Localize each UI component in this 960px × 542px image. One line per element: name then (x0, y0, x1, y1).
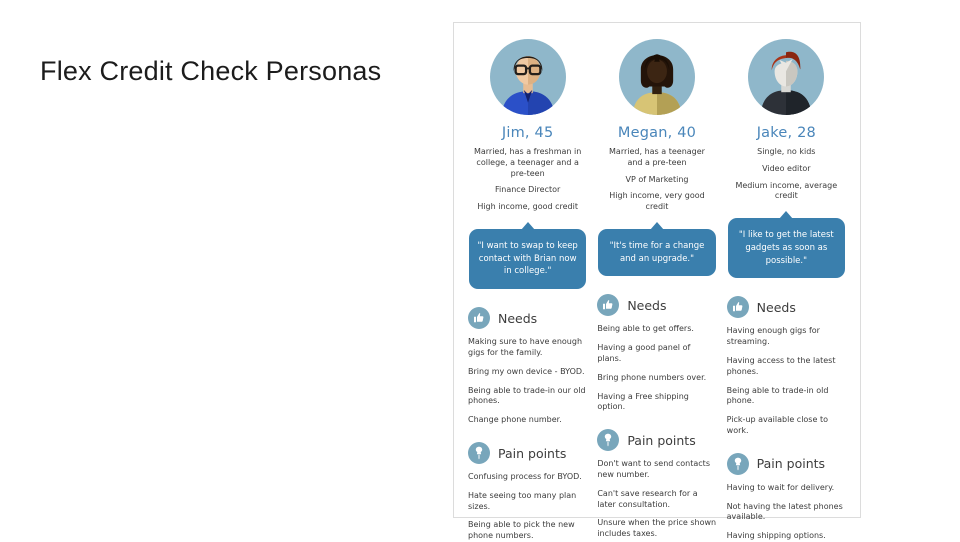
pain-item: Having shipping options. (726, 531, 826, 541)
needs-item: Change phone number. (468, 415, 562, 425)
thumbs-up-icon (597, 294, 619, 316)
persona-quote-bubble: "It's time for a change and an upgrade." (598, 229, 715, 277)
pain-points-section (597, 429, 716, 540)
megan-avatar-icon (619, 39, 695, 115)
pain-points-title: Pain points (498, 445, 567, 461)
needs-item: Having a good panel of plans. (597, 343, 691, 364)
needs-section (727, 296, 846, 436)
persona-detail: Married, has a teenager and a pre-teen (609, 147, 705, 167)
persona-column-jim (468, 39, 587, 541)
persona-name: Jim, 45 (501, 125, 554, 141)
pain-points-section (727, 453, 846, 542)
needs-title: Needs (498, 310, 538, 326)
needs-item: Pick-up available close to work. (726, 415, 828, 436)
needs-item: Having a Free shipping option. (597, 391, 689, 412)
persona-detail: Video editor (762, 163, 811, 173)
needs-section (468, 307, 587, 426)
persona-detail: VP of Marketing (625, 174, 689, 184)
needs-item: Having access to the latest phones. (726, 356, 836, 376)
persona-detail: High income, good credit (477, 202, 578, 212)
needs-item: Having enough gigs for streaming. (726, 326, 820, 347)
needs-section (597, 294, 716, 413)
thumbs-up-icon (468, 307, 490, 329)
pain-item: Confusing process for BYOD. (468, 472, 582, 482)
persona-name: Jake, 28 (756, 125, 816, 141)
persona-quote-bubble: "I like to get the latest gadgets as soon as possible." (728, 218, 845, 278)
slide-title: Flex Credit Check Personas (40, 56, 382, 86)
needs-title: Needs (627, 297, 667, 313)
needs-item: Being able to get offers. (597, 324, 694, 334)
persona-detail: Medium income, average credit (735, 180, 838, 201)
needs-item: Making sure to have enough gigs for the family. (468, 337, 583, 358)
persona-column-megan (597, 39, 717, 539)
persona-detail: Single, no kids (757, 147, 816, 156)
personas-panel (453, 22, 861, 541)
pain-points-section (468, 442, 587, 542)
pain-item: Being able to pick the new phone numbers. (468, 520, 575, 541)
pain-item: Don't want to send contacts new number. (597, 459, 710, 480)
pain-item: Unsure when the price shown includes taxes. (597, 518, 717, 539)
persona-detail: Married, has a freshman in college, a teenager and a pre-teen (473, 147, 582, 178)
persona-quote-bubble: "I want to swap to keep contact with Brian now in college." (469, 229, 586, 289)
jim-avatar-icon (490, 39, 566, 115)
persona-column-jake (726, 39, 846, 541)
jake-avatar-icon (748, 39, 824, 115)
pain-item: Hate seeing too many plan sizes. (468, 490, 577, 511)
pushpin-icon (727, 453, 749, 475)
needs-item: Bring my own device - BYOD. (468, 366, 585, 376)
pushpin-icon (597, 429, 619, 451)
pain-item: Not having the latest phones available. (726, 501, 843, 522)
needs-item: Being able to trade-in old phone. (726, 385, 829, 406)
needs-item: Bring phone numbers over. (597, 372, 707, 382)
thumbs-up-icon (727, 296, 749, 318)
pain-item: Having to wait for delivery. (726, 482, 835, 492)
needs-item: Being able to trade-in our old phones. (468, 385, 586, 406)
pain-item: Can't save research for a later consultation. (597, 488, 698, 509)
pain-points-title: Pain points (756, 456, 826, 472)
needs-title: Needs (756, 299, 796, 315)
persona-detail: Finance Director (495, 185, 561, 195)
pushpin-icon (468, 442, 490, 464)
persona-detail: High income, very good credit (609, 191, 705, 212)
pain-points-title: Pain points (627, 432, 696, 448)
persona-name: Megan, 40 (617, 125, 697, 141)
